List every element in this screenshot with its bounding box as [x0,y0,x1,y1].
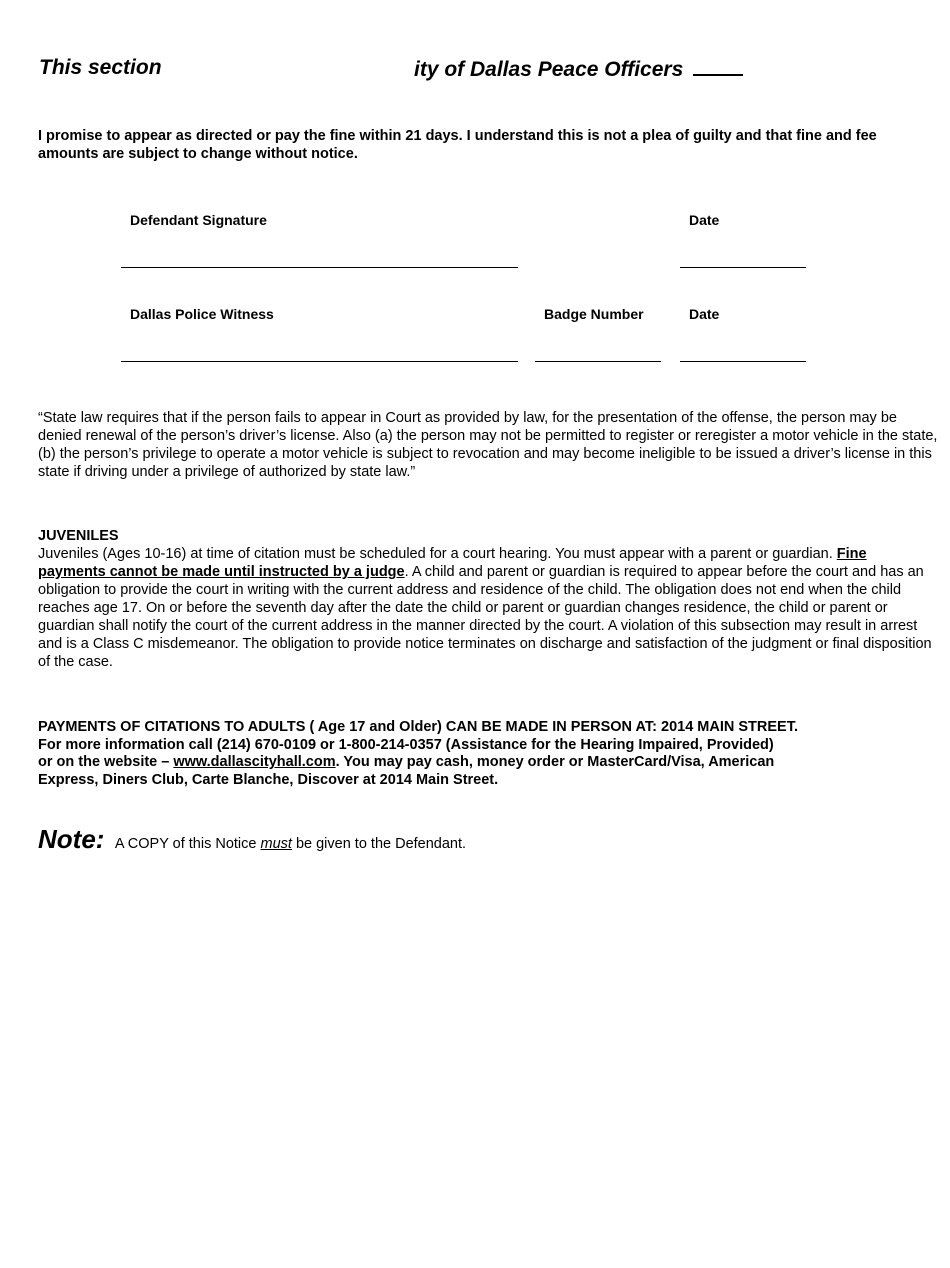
note-title: Note: [38,824,105,854]
state-law-paragraph: “State law requires that if the person fails to appear in Court as provided by law, for the presentation of the offense, the person may be denied renewal of the person’s driver’s license. Also (a) the person may not be permitted to register or reregister a motor vehicle in the state, (b) the person’s privilege to operate a motor vehicle is subject to revocation and may become ineligible to be issued a driver’s license in this state if driving under a privilege of authorized by state law.” [38,410,938,480]
payments-line-1: PAYMENTS OF CITATIONS TO ADULTS ( Age 17 and Older) CAN BE MADE IN PERSON AT: 2014 MAIN STREET. [38,719,798,735]
payments-line-3 [38,754,938,772]
juveniles-text [38,545,938,671]
payments-line-2: For more information call (214) 670-0109 or 1-800-214-0357 (Assistance for the Hearing Impaired, Provided) [38,736,774,753]
header-right-text [414,56,743,82]
juveniles-heading: JUVENILES [38,528,119,544]
note-section [38,824,466,855]
juveniles-text-2: . A child and parent or guardian is required to appear before the court and has an obligation to provide the court in writing with the current address and residence of the child. The obligation does not end when the child reaches age 17. On or before the seventh day after the date the child or parent or guardian changes residence, the child or parent or guardian shall notify the court of the current address in the manner directed by the court. A violation of this subsection may result in arrest and is a Class C misdemeanor. The obligation to provide notice terminates on discharge and satisfaction of the judgment or final disposition of the case. [38,564,932,670]
witness-label: Dallas Police Witness [130,306,274,322]
date-label-2: Date [689,306,720,322]
badge-number-label: Badge Number [544,306,644,322]
payments-line-3-suffix: . You may pay cash, money order or MasterCard/Visa, American [335,754,775,770]
date-line-1[interactable] [680,267,806,268]
payments-line-4: Express, Diners Club, Carte Blanche, Discover at 2014 Main Street. [38,771,499,788]
promise-statement: I promise to appear as directed or pay the fine within 21 days. I understand this is not a plea of guilty and that fine and fee amounts are subject to change without notice. [38,128,877,162]
note-text-after: be given to the Defendant. [291,836,467,852]
website-link[interactable]: www.dallascityhall.com [173,754,336,770]
header-blank-line [693,56,743,76]
header-left-text: This section [39,56,162,79]
badge-number-line[interactable] [535,361,661,362]
defendant-signature-label: Defendant Signature [130,212,267,228]
juveniles-section [38,527,938,671]
date-label-1: Date [689,212,720,228]
header-title: ity of Dallas Peace Officers [414,58,684,81]
note-text-before: A COPY of this Notice [114,836,261,852]
payments-section [38,719,938,789]
juveniles-emphasis: Fine payments cannot be made until instructed by a judge [38,546,867,580]
payments-line-3-prefix: or on the website – [38,754,174,770]
date-line-2[interactable] [680,361,806,362]
juveniles-text-1: Juveniles (Ages 10-16) at time of citation must be scheduled for a court hearing. You must appear with a parent or guardian. [38,546,833,562]
defendant-signature-line[interactable] [121,267,518,268]
note-emphasis: must [260,836,292,852]
note-text [115,836,466,852]
witness-signature-line[interactable] [121,361,518,362]
